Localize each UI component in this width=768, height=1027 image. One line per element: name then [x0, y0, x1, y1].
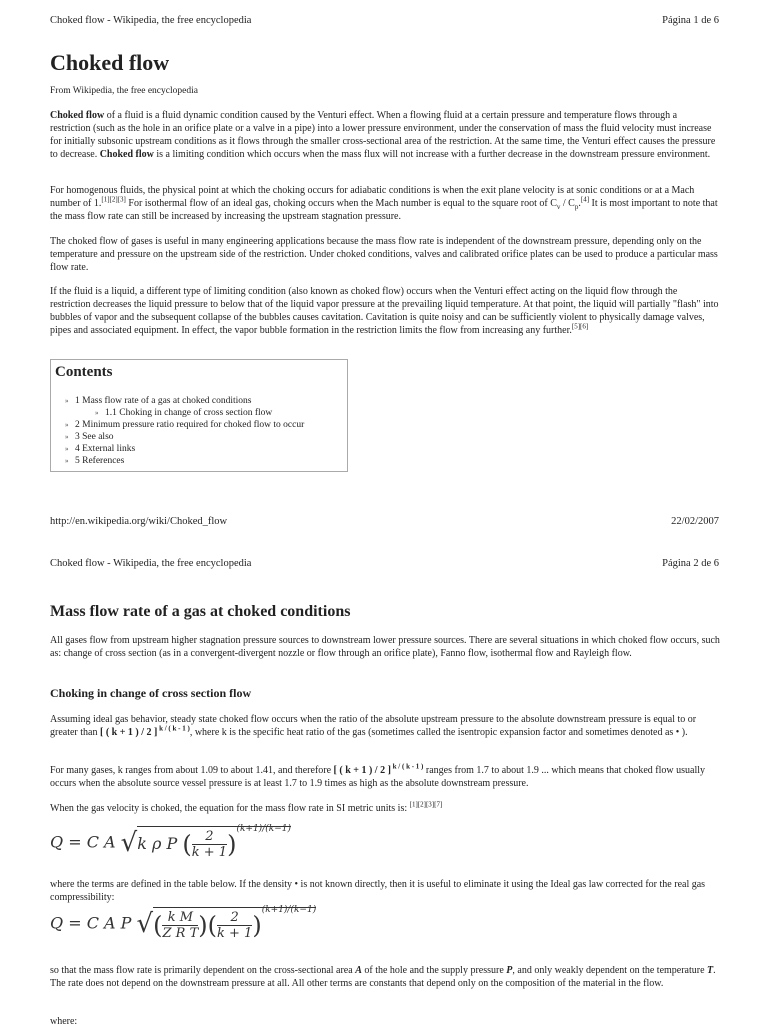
liquid-paragraph: [50, 285, 720, 337]
toc-link-5[interactable]: 5 References: [75, 456, 125, 466]
inline-formula: [ ( k + 1 ) / 2 ]: [99, 727, 158, 738]
p2-6-text-2: of the hole and the supply pressure: [361, 965, 507, 976]
page2-header-title: Choked flow - Wikipedia, the free encyclopedia: [50, 558, 252, 569]
fraction-denominator: k + 1: [191, 845, 228, 860]
equation-exponent: (k+1)/(k−1): [236, 824, 291, 834]
fraction-numerator: k M: [162, 910, 198, 926]
var-T: T: [707, 965, 714, 976]
p2-2-text-2: , where k is the specific heat ratio of the gas (sometimes called the isentropic expansion factor and sometimes denoted as • ).: [189, 727, 688, 738]
subscript-v: v: [556, 203, 561, 211]
toc-bullet: »: [65, 397, 69, 405]
toc-item[interactable]: [65, 395, 304, 407]
paren-open: (: [153, 911, 163, 940]
equation-exponent: (k+1)/(k−1): [261, 905, 317, 915]
page1-footer-date: 22/02/2007: [671, 516, 719, 527]
toc-bullet: »: [65, 457, 69, 465]
compressibility-equation: [50, 907, 316, 941]
fraction-denominator: k + 1: [217, 926, 253, 941]
toc-link-1[interactable]: 1 Mass flow rate of a gas at choked conditions: [75, 396, 252, 406]
equation-lhs: Q = C A: [50, 832, 116, 852]
gases-paragraph: The choked flow of gases is useful in many engineering applications because the mass flow rate is independent of the downstream pressure, depending only on the temperature and pressure on the upstream side of the restriction. Under choked conditions, valves and calibrated orifice plates can be used to produce a particular mass flow rate.: [50, 236, 718, 273]
sqrt-radicand: [153, 907, 316, 941]
toc-item[interactable]: [65, 455, 304, 467]
equation-lhs: Q = C A P: [50, 913, 132, 933]
paren-close: ): [198, 911, 208, 940]
toc-link-2[interactable]: 2 Minimum pressure ratio required for choked flow to occur: [75, 420, 305, 430]
page-subtitle: From Wikipedia, the free encyclopedia: [50, 86, 198, 96]
subsection-heading-choking: Choking in change of cross section flow: [50, 686, 252, 700]
p2-6-text-1: so that the mass flow rate is primarily dependent on the cross-sectional area: [50, 965, 356, 976]
intro-text-2: is a limiting condition which occurs when the mass flux will not increase with a further decrease in the downstream pressure environment.: [153, 149, 711, 160]
dependence-paragraph: [50, 964, 720, 990]
sqrt-radicand: [137, 826, 291, 860]
intro-paragraph: [50, 109, 720, 161]
p2-text-1: For homogenous fluids, the physical point at which the choking occurs for adiabatic conditions is when the exit plane velocity is at sonic conditions or at a Mach number of 1.: [50, 185, 695, 209]
toc-link-4[interactable]: 4 External links: [75, 444, 136, 454]
var-P: P: [506, 965, 513, 976]
toc-bullet: »: [95, 409, 99, 417]
p2-text-2: For isothermal flow of an ideal gas, choking occurs when the Mach number is equal to the square root of C: [125, 198, 557, 209]
toc-item[interactable]: [65, 407, 304, 419]
equation-term: k ρ P: [137, 834, 178, 853]
toc-bullet: »: [65, 421, 69, 429]
mass-flow-equation: [50, 826, 291, 860]
toc-link-3[interactable]: 3 See also: [75, 432, 114, 442]
table-of-contents: [50, 359, 348, 472]
where-label: where:: [50, 1016, 78, 1027]
toc-bullet: »: [65, 445, 69, 453]
intro-text-1: of a fluid is a fluid dynamic condition caused by the Venturi effect. When a flowing fluid at a certain pressure and temperature flows through a restriction (such as the hole in an orifice plate or a valve in a pipe) into a lower pressure environment, under the conservation of mass the fluid velocity must increase for initially subsonic upstream conditions as it flows through the smaller cross-sectional area of the restriction. At the same time, the Venturi effect causes the pressure to decrease.: [50, 110, 716, 160]
bold-term: Choked flow: [99, 149, 154, 160]
reference-link[interactable]: [1][2][3][7]: [409, 800, 443, 809]
p2-4-text: When the gas velocity is choked, the equation for the mass flow rate in SI metric units is:: [50, 803, 410, 814]
fraction-numerator: 2: [217, 910, 252, 926]
si-units-paragraph: [50, 802, 720, 815]
p2-2-text-1: Assuming ideal gas behavior, steady state choked flow occurs when the ratio of the absolute upstream pressure to the absolute downstream pressure is equal to or greater than: [50, 714, 697, 738]
p2-slash: / C: [560, 198, 575, 209]
reference-link[interactable]: [4]: [580, 195, 590, 204]
toc-item[interactable]: [65, 431, 304, 443]
inline-formula: [ ( k + 1 ) / 2 ]: [333, 765, 391, 776]
equation-fraction: [192, 829, 227, 860]
section-heading-mass-flow: Mass flow rate of a gas at choked conditions: [50, 603, 351, 620]
toc-list: [65, 395, 304, 467]
paren-open: (: [207, 911, 217, 940]
sqrt-symbol: √: [120, 828, 138, 858]
inline-formula-exponent: k / ( k - 1 ): [390, 762, 424, 771]
paren-close: ): [252, 911, 262, 940]
toc-item[interactable]: [65, 419, 304, 431]
ideal-gas-paragraph: [50, 713, 720, 739]
equation-fraction: [162, 910, 198, 941]
sqrt-symbol: √: [136, 909, 154, 939]
page1-header-page-number: Página 1 de 6: [662, 15, 719, 26]
gas-range-paragraph: [50, 764, 720, 790]
p2-6-text-3: , and only weakly dependent on the temperature: [512, 965, 708, 976]
p2-text-3: It is most important to note that the mass flow rate can still be increased by increasing the upstream stagnation pressure.: [50, 198, 718, 222]
density-paragraph: where the terms are defined in the table below. If the density • is not known directly, then it is useful to eliminate it using the Ideal gas law corrected for the real gas compressibility:: [50, 879, 706, 903]
page1-footer-url[interactable]: http://en.wikipedia.org/wiki/Choked_flow: [50, 516, 228, 527]
var-A: A: [355, 965, 362, 976]
reference-link[interactable]: [1][2][3]: [101, 195, 126, 204]
fraction-numerator: 2: [192, 829, 227, 845]
page2-header-page-number: Página 2 de 6: [662, 558, 719, 569]
toc-link-1-1[interactable]: 1.1 Choking in change of cross section flow: [105, 408, 273, 418]
page-title: Choked flow: [50, 50, 170, 75]
reference-link[interactable]: [5][6]: [571, 322, 589, 331]
paren-close: ): [227, 830, 237, 859]
subscript-p: p: [574, 203, 579, 211]
p2-dot: .: [578, 198, 581, 209]
p2-3-text-2: ranges from 1.7 to about 1.9 ... which means that choked flow usually occurs when the absolute source vessel pressure is at least 1.7 to 1.9 times as high as the absolute downstream pressure.: [50, 765, 705, 789]
bold-term: Choked flow: [50, 110, 105, 121]
inline-formula-exponent: k / ( k - 1 ): [157, 724, 190, 733]
toc-bullet: »: [65, 433, 69, 441]
p4-text: If the fluid is a liquid, a different type of limiting condition (also known as choked flow) occurs when the Venturi effect acting on the liquid flow through the restriction decreases the liquid pressure to below that of the liquid vapor pressure at the prevailing liquid temperature. At that point, the liquid will partially "flash" into bubbles of vapor and the subsequent collapse of the bubbles causes cavitation. Cavitation is quite noisy and can be sufficiently violent to physically damage valves, pipes and associated equipment. In effect, the vapor bubble formation in the restriction limits the flow from increasing any further.: [50, 286, 719, 336]
p2-3-text-1: For many gases, k ranges from about 1.09 to about 1.41, and therefore: [50, 765, 334, 776]
fraction-denominator: Z R T: [162, 926, 199, 941]
equation-fraction: [217, 910, 252, 941]
toc-title: Contents: [55, 364, 113, 380]
paren-open: (: [182, 830, 192, 859]
mass-flow-paragraph: All gases flow from upstream higher stagnation pressure sources to downstream lower pressure sources. There are several situations in which choked flow occurs, such as: change of cross section (as in a convergent-divergent nozzle or flow through an orifice plate), Fanno flow, isothermal flow and Rayleigh flow.: [50, 635, 720, 659]
page1-header-title: Choked flow - Wikipedia, the free encyclopedia: [50, 15, 252, 26]
homogenous-paragraph: [50, 184, 720, 223]
toc-item[interactable]: [65, 443, 304, 455]
p2-6-text-4: . The rate does not depend on the downstream pressure at all. All other terms are constants that depend only on the composition of the material in the flow.: [50, 965, 716, 989]
